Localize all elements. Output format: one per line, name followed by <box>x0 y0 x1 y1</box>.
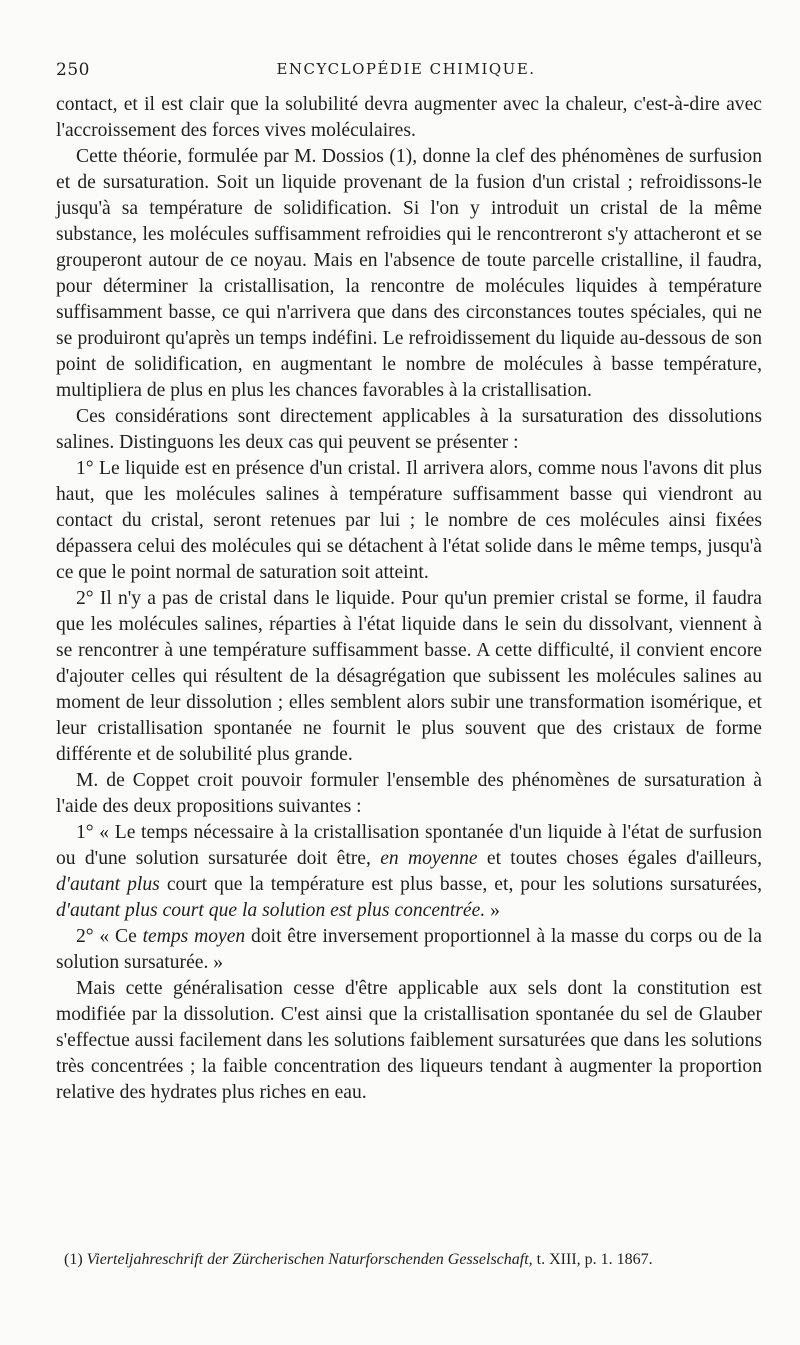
paragraph-continuation: contact, et il est clair que la solubilité devra augmenter avec la chaleur, c'est-à-dire avec l'accroissement des forces vives moléculaires. <box>56 94 762 141</box>
paragraph-case-one: 1° Le liquide est en présence d'un cristal. Il arrivera alors, comme nous l'avons dit plus haut, que les molécules salines à température suffisamment basse qui viendront au contact du cristal, seront retenues par lui ; le nombre de ces molécules ainsi fixées dépassera celui des molécules qui se détachent à l'état solide dans le même temps, jusqu'à ce que le point normal de saturation soit atteint. <box>56 458 762 583</box>
paragraph-de-coppet: M. de Coppet croit pouvoir formuler l'ensemble des phénomènes de sursaturation à l'aide des deux propositions suivantes : <box>56 770 762 817</box>
footnote-title: Vierteljahreschrift der Zürcherischen Naturforschenden Gesselschaft, <box>86 1251 533 1268</box>
running-title: ENCYCLOPÉDIE CHIMIQUE. <box>276 60 536 78</box>
paragraph-case-two: 2° Il n'y a pas de cristal dans le liquide. Pour qu'un premier cristal se forme, il faudra que les molécules salines, réparties à l'état liquide dans le sein du dissolvant, viennent à se rencontrer à une température suffisamment basse. A cette difficulté, il convient encore d'ajouter celles qui résultent de la désagrégation que subissent les molécules salines au moment de leur dissolution ; elles semblent alors subir une transformation isomérique, et leur cristallisation spontanée ne fournit le plus souvent que des cristaux de forme différente et de solubilité plus grande. <box>56 588 762 765</box>
footnote-reference: t. XIII, p. 1. 1867. <box>532 1251 653 1268</box>
running-head <box>50 60 762 84</box>
paragraph-proposition-one <box>56 820 762 924</box>
proposition-one-text-c: court que la température est plus basse, et, pour les solutions sursaturées, <box>159 874 762 895</box>
footnote-entry <box>56 1250 762 1269</box>
proposition-two-text-a: 2° « Ce <box>76 926 143 947</box>
proposition-one-emphasis-3: d'autant plus court que la solution est plus concentrée. <box>56 900 486 921</box>
proposition-one-text-a: 1° « Le temps nécessaire à la cristallisation spontanée d'un liquide à l'état de surfusion ou d'une solution sursaturée doit être, <box>56 822 762 869</box>
proposition-two-emphasis: temps moyen <box>142 926 246 947</box>
proposition-two-text-b: doit être inversement proportionnel à la masse du corps ou de la solution sursaturée. » <box>56 926 763 973</box>
proposition-one-text-d: » <box>485 900 500 921</box>
paragraph-generalisation: Mais cette généralisation cesse d'être applicable aux sels dont la constitution est modifiée par la dissolution. C'est ainsi que la cristallisation spontanée du sel de Glauber s'effectue aussi facilement dans les solutions faiblement sursaturées que dans les solutions très concentrées ; la faible concentration des liqueurs tendant à augmenter la proportion relative des hydrates plus riches en eau. <box>56 978 762 1103</box>
paragraph-dossios-theory: Cette théorie, formulée par M. Dossios (1), donne la clef des phénomènes de surfusion et de sursaturation. Soit un liquide provenant de la fusion d'un cristal ; refroidissons-le jusqu'à sa température de solidification. Si l'on y introduit un cristal de la même substance, les molécules suffisamment refroidies qui le rencontreront s'y attacheront et se grouperont autour de ce noyau. Mais en l'absence de toute parcelle cristalline, il faudra, pour déterminer la cristallisation, la rencontre de molécules liquides à température suffisamment basse, ce qui n'arrivera que dans des circonstances toutes spéciales, qui ne se produiront qu'après un temps indéfini. Le refroidissement du liquide au-dessous de son point de solidification, en augmentant le nombre de molécules à basse température, multipliera de plus en plus les chances favorables à la cristallisation. <box>56 146 762 401</box>
paragraph-saline-solutions: Ces considérations sont directement applicables à la sursaturation des dissolutions salines. Distinguons les deux cas qui peuvent se présenter : <box>56 406 762 453</box>
proposition-one-text-b: et toutes choses égales d'ailleurs, <box>477 848 763 869</box>
proposition-one-emphasis-1: en moyenne <box>380 848 478 869</box>
body-text <box>56 92 762 1106</box>
paragraph-proposition-two <box>56 924 762 976</box>
footnote <box>56 1250 762 1269</box>
footnote-marker: (1) <box>64 1251 83 1268</box>
page-number: 250 <box>56 60 90 80</box>
proposition-one-emphasis-2: d'autant plus <box>56 874 160 895</box>
